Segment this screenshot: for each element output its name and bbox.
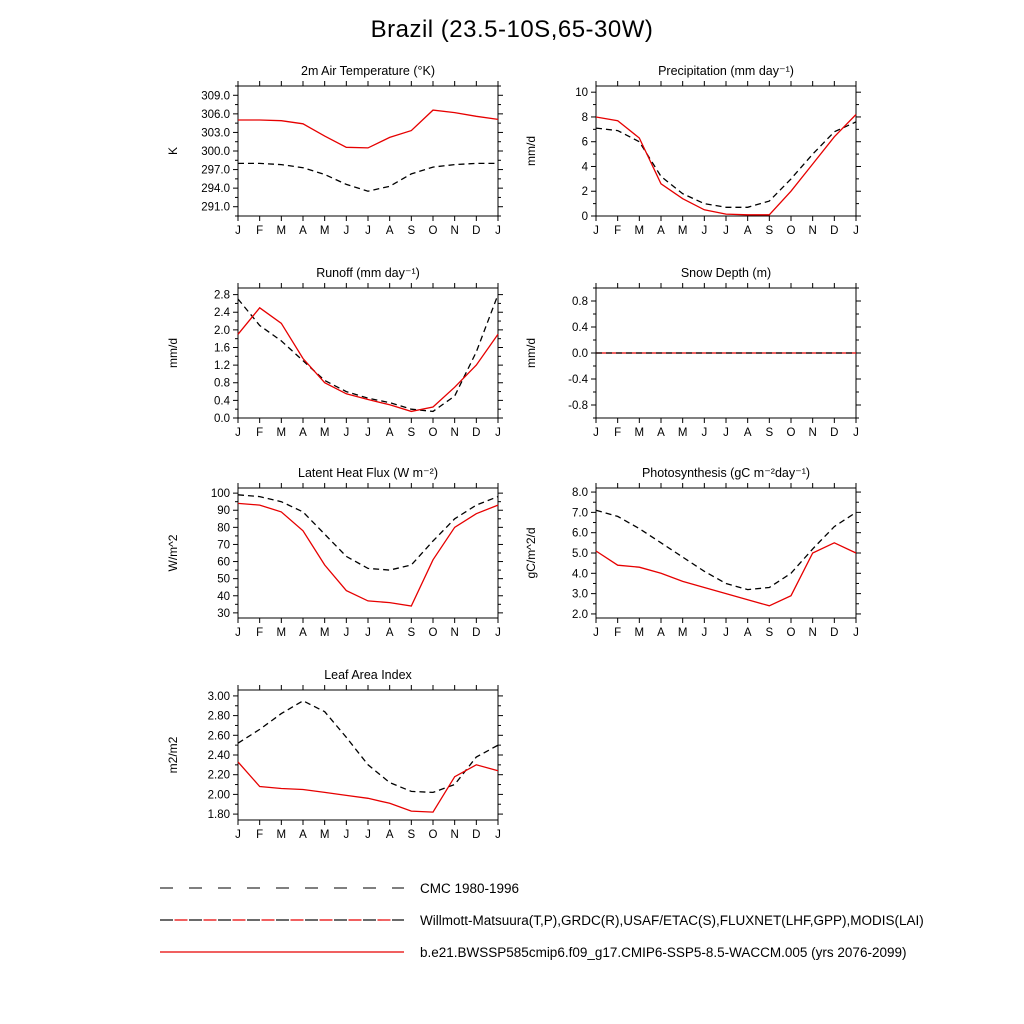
- chart-title: Runoff (mm day⁻¹): [316, 266, 420, 280]
- model-line: [238, 308, 498, 412]
- svg-text:A: A: [743, 427, 752, 439]
- plot-frame: [238, 690, 498, 820]
- legend-row: [158, 872, 998, 904]
- observations-line: [238, 701, 498, 793]
- svg-text:J: J: [495, 427, 501, 439]
- svg-text:303.0: 303.0: [201, 127, 230, 140]
- y-axis-label: K: [166, 146, 180, 156]
- chart-leaf-area-index: [160, 666, 510, 862]
- svg-text:N: N: [808, 427, 817, 439]
- svg-text:M: M: [677, 225, 688, 237]
- svg-text:M: M: [319, 829, 330, 841]
- y-axis-ticks: [208, 691, 503, 821]
- svg-text:100: 100: [210, 488, 230, 501]
- plot-frame: [238, 488, 498, 618]
- y-axis-label: m2/m2: [166, 736, 180, 774]
- svg-text:S: S: [407, 225, 416, 237]
- svg-text:S: S: [765, 427, 774, 439]
- svg-text:90: 90: [217, 505, 230, 518]
- svg-text:0.8: 0.8: [214, 377, 230, 390]
- chart-latent-heat-flux: [160, 464, 510, 660]
- svg-text:1.80: 1.80: [207, 809, 230, 822]
- svg-text:J: J: [365, 627, 371, 639]
- svg-text:M: M: [677, 627, 688, 639]
- svg-text:S: S: [407, 627, 416, 639]
- svg-text:M: M: [634, 225, 645, 237]
- svg-text:2.0: 2.0: [214, 324, 230, 337]
- svg-text:D: D: [472, 627, 481, 639]
- svg-text:291.0: 291.0: [201, 201, 230, 214]
- chart-title: Leaf Area Index: [324, 668, 412, 682]
- svg-text:6.0: 6.0: [572, 527, 588, 540]
- svg-text:O: O: [428, 427, 438, 439]
- svg-text:S: S: [765, 627, 774, 639]
- svg-text:F: F: [256, 427, 264, 439]
- svg-text:J: J: [593, 225, 599, 237]
- legend-label: Willmott-Matsuura(T,P),GRDC(R),USAF/ETAC(S),FLUXNET(LHF,GPP),MODIS(LAI): [420, 912, 924, 928]
- svg-text:A: A: [657, 427, 665, 439]
- svg-text:2.60: 2.60: [207, 730, 230, 743]
- svg-text:30: 30: [217, 607, 230, 620]
- svg-text:J: J: [723, 225, 729, 237]
- svg-text:M: M: [677, 427, 688, 439]
- svg-text:3.0: 3.0: [572, 588, 588, 601]
- svg-text:297.0: 297.0: [201, 164, 230, 177]
- legend-label: CMC 1980-1996: [420, 880, 520, 896]
- y-axis-label: W/m^2: [166, 534, 180, 572]
- svg-text:A: A: [385, 627, 394, 639]
- svg-text:S: S: [407, 427, 416, 439]
- chart-snow-depth: [518, 264, 868, 460]
- svg-text:J: J: [723, 627, 729, 639]
- observations-line: [238, 295, 498, 412]
- x-axis-ticks: [235, 685, 501, 841]
- svg-text:D: D: [830, 627, 839, 639]
- svg-text:F: F: [614, 427, 622, 439]
- svg-text:40: 40: [217, 590, 230, 603]
- svg-text:2.40: 2.40: [207, 750, 230, 762]
- svg-text:D: D: [472, 427, 481, 439]
- chart-title: Photosynthesis (gC m⁻²day⁻¹): [641, 466, 811, 480]
- svg-text:60: 60: [217, 556, 230, 569]
- svg-text:J: J: [365, 225, 371, 237]
- legend-row: [158, 904, 998, 936]
- y-axis-ticks: [572, 487, 861, 621]
- svg-text:J: J: [701, 427, 708, 439]
- x-axis-ticks: [235, 81, 501, 237]
- svg-text:M: M: [276, 225, 287, 237]
- svg-text:N: N: [450, 427, 459, 439]
- svg-text:A: A: [743, 627, 752, 639]
- svg-text:J: J: [365, 829, 371, 841]
- y-axis-label: mm/d: [524, 338, 538, 368]
- svg-text:F: F: [614, 627, 622, 639]
- chart-runoff: [160, 264, 510, 460]
- svg-text:10: 10: [575, 87, 588, 100]
- svg-text:J: J: [593, 627, 599, 639]
- svg-text:J: J: [343, 627, 350, 639]
- svg-text:F: F: [614, 225, 622, 237]
- svg-text:S: S: [765, 225, 774, 237]
- y-axis-ticks: [201, 86, 503, 216]
- svg-text:306.0: 306.0: [201, 108, 230, 121]
- observations-line: [238, 495, 498, 570]
- svg-text:2.00: 2.00: [207, 789, 230, 802]
- leaf-area-index-plot: [160, 666, 510, 862]
- svg-text:N: N: [808, 225, 817, 237]
- latent-heat-flux-plot: [160, 464, 510, 660]
- svg-text:0.8: 0.8: [572, 296, 588, 308]
- svg-text:D: D: [472, 225, 481, 237]
- svg-text:0.4: 0.4: [214, 395, 230, 408]
- svg-text:F: F: [256, 627, 264, 639]
- svg-text:A: A: [299, 627, 307, 639]
- svg-text:O: O: [428, 829, 438, 841]
- svg-text:N: N: [450, 627, 459, 639]
- svg-text:J: J: [343, 225, 350, 237]
- svg-text:M: M: [319, 627, 330, 639]
- svg-text:J: J: [853, 225, 859, 237]
- chart-title: Latent Heat Flux (W m⁻²): [298, 466, 438, 480]
- svg-text:J: J: [495, 627, 501, 639]
- y-axis-label: gC/m^2/d: [524, 527, 538, 579]
- svg-text:309.0: 309.0: [201, 90, 230, 103]
- svg-text:2.80: 2.80: [207, 710, 230, 723]
- svg-text:O: O: [428, 627, 438, 639]
- model-line: [238, 762, 498, 812]
- svg-text:J: J: [853, 627, 859, 639]
- svg-text:J: J: [235, 225, 241, 237]
- svg-text:2.4: 2.4: [214, 307, 230, 320]
- svg-text:J: J: [701, 225, 708, 237]
- svg-text:1.2: 1.2: [214, 360, 230, 373]
- svg-text:M: M: [276, 627, 287, 639]
- y-axis-ticks: [575, 87, 861, 223]
- chart-air-temperature: [160, 62, 510, 258]
- legend-label: b.e21.BWSSP585cmip6.f09_g17.CMIP6-SSP5-8.5-WACCM.005 (yrs 2076-2099): [420, 944, 907, 960]
- svg-text:2.0: 2.0: [572, 608, 588, 621]
- svg-text:-0.4: -0.4: [568, 374, 588, 386]
- chart-title: 2m Air Temperature (°K): [301, 64, 435, 78]
- chart-precipitation: [518, 62, 868, 258]
- x-axis-ticks: [593, 283, 859, 439]
- svg-text:J: J: [593, 427, 599, 439]
- svg-text:J: J: [853, 427, 859, 439]
- legend-row: [158, 936, 998, 968]
- svg-text:J: J: [701, 627, 708, 639]
- precipitation-plot: [518, 62, 868, 258]
- model-line: [596, 115, 856, 215]
- svg-text:8.0: 8.0: [572, 487, 588, 500]
- svg-text:0: 0: [581, 211, 588, 223]
- observations-line: [238, 163, 498, 191]
- svg-text:J: J: [723, 427, 729, 439]
- svg-text:1.6: 1.6: [214, 342, 230, 355]
- svg-text:J: J: [365, 427, 371, 439]
- svg-text:A: A: [299, 225, 307, 237]
- svg-text:M: M: [634, 427, 645, 439]
- chart-title: Snow Depth (m): [680, 266, 772, 280]
- runoff-plot: [160, 264, 510, 460]
- svg-text:0.0: 0.0: [572, 348, 588, 360]
- model-line: [238, 503, 498, 606]
- x-axis-ticks: [235, 283, 501, 439]
- svg-text:N: N: [450, 225, 459, 237]
- svg-text:A: A: [299, 427, 307, 439]
- svg-text:-0.8: -0.8: [568, 400, 588, 412]
- plot-frame: [238, 288, 498, 418]
- svg-text:N: N: [808, 627, 817, 639]
- svg-text:J: J: [235, 427, 241, 439]
- svg-text:O: O: [786, 627, 796, 639]
- y-axis-label: mm/d: [524, 136, 538, 166]
- svg-text:A: A: [299, 829, 307, 841]
- y-axis-label: mm/d: [166, 338, 180, 368]
- photosynthesis-plot: [518, 464, 868, 660]
- svg-text:5.0: 5.0: [572, 548, 588, 560]
- svg-text:8: 8: [581, 111, 588, 124]
- svg-text:O: O: [428, 225, 438, 237]
- chart-title: Precipitation (mm day⁻¹): [658, 64, 794, 78]
- svg-text:80: 80: [217, 522, 230, 535]
- svg-text:7.0: 7.0: [572, 507, 588, 520]
- svg-text:O: O: [786, 427, 796, 439]
- svg-text:294.0: 294.0: [201, 183, 230, 196]
- svg-text:J: J: [235, 829, 241, 841]
- svg-text:J: J: [495, 829, 501, 841]
- svg-text:J: J: [495, 225, 501, 237]
- svg-text:M: M: [319, 225, 330, 237]
- plot-frame: [238, 86, 498, 216]
- legend: [158, 872, 998, 968]
- svg-text:A: A: [657, 225, 665, 237]
- svg-text:2: 2: [581, 186, 588, 199]
- svg-text:M: M: [319, 427, 330, 439]
- svg-text:J: J: [343, 427, 350, 439]
- svg-text:4.0: 4.0: [572, 568, 588, 581]
- svg-text:J: J: [235, 627, 241, 639]
- air-temperature-plot: [160, 62, 510, 258]
- plot-frame: [596, 488, 856, 618]
- x-axis-ticks: [593, 483, 859, 639]
- svg-text:0.4: 0.4: [572, 322, 588, 334]
- svg-text:A: A: [743, 225, 752, 237]
- y-axis-ticks: [211, 488, 503, 620]
- svg-text:F: F: [256, 829, 264, 841]
- x-axis-ticks: [235, 483, 501, 639]
- legend-line-sample: [158, 878, 406, 898]
- svg-text:A: A: [385, 829, 394, 841]
- svg-text:0.0: 0.0: [214, 413, 230, 425]
- svg-text:S: S: [407, 829, 416, 841]
- svg-text:2.8: 2.8: [214, 289, 230, 302]
- snow-depth-plot: [518, 264, 868, 460]
- svg-text:6: 6: [581, 136, 588, 149]
- svg-text:O: O: [786, 225, 796, 237]
- svg-text:2.20: 2.20: [207, 769, 230, 782]
- svg-text:D: D: [472, 829, 481, 841]
- svg-text:A: A: [385, 225, 394, 237]
- plot-frame: [596, 86, 856, 216]
- legend-line-sample: [158, 942, 406, 962]
- svg-text:300.0: 300.0: [201, 146, 230, 158]
- legend-line-sample: [158, 910, 406, 930]
- svg-text:4: 4: [581, 161, 588, 174]
- svg-text:N: N: [450, 829, 459, 841]
- svg-text:D: D: [830, 427, 839, 439]
- svg-text:3.00: 3.00: [207, 690, 230, 703]
- figure-title: Brazil (23.5-10S,65-30W): [370, 16, 654, 43]
- svg-text:70: 70: [217, 539, 230, 552]
- observations-line: [596, 510, 856, 589]
- svg-text:A: A: [657, 627, 665, 639]
- svg-text:M: M: [276, 427, 287, 439]
- svg-text:D: D: [830, 225, 839, 237]
- svg-text:F: F: [256, 225, 264, 237]
- svg-text:M: M: [276, 829, 287, 841]
- svg-text:M: M: [634, 627, 645, 639]
- svg-text:50: 50: [217, 573, 230, 586]
- model-line: [596, 543, 856, 606]
- svg-text:J: J: [343, 829, 350, 841]
- model-line: [238, 110, 498, 148]
- chart-photosynthesis: [518, 464, 868, 660]
- svg-text:A: A: [385, 427, 394, 439]
